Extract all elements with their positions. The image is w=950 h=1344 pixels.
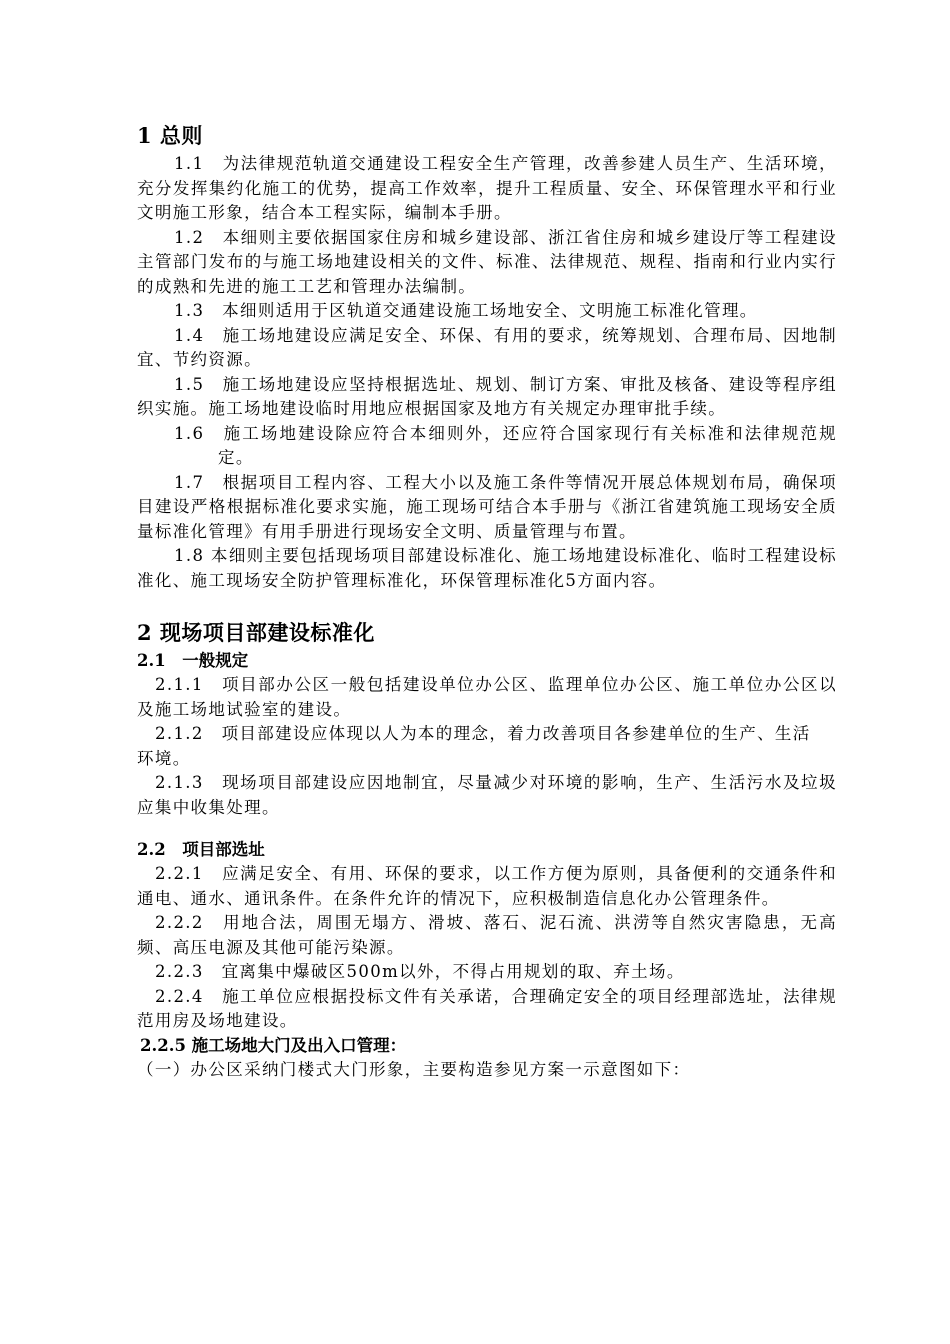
paragraph-1-5: 1.5 施工场地建设应坚持根据选址、规划、制订方案、审批及核备、建设等程序组织实施。施工场地建设临时用地应根据国家及地方有关规定办理审批手续。 <box>137 374 837 418</box>
paragraph-1-2: 1.2 本细则主要依据国家住房和城乡建设部、浙江省住房和城乡建设厅等工程建设主管部门发布的与施工场地建设相关的文件、标准、法律规范、规程、指南和行业内实行的成熟和先进的施工工艺和管理办法编制。 <box>137 227 837 296</box>
paragraph-2-1-2-continued: 环境。 <box>137 748 191 768</box>
paragraph-1-4: 1.4 施工场地建设应满足安全、环保、有用的要求，统筹规划、合理布局、因地制宜、节约资源。 <box>137 325 837 369</box>
paragraph-1-1: 1.1 为法律规范轨道交通建设工程安全生产管理，改善参建人员生产、生活环境，充分发挥集约化施工的优势，提高工作效率，提升工程质量、安全、环保管理水平和行业文明施工形象，结合本工程实际，编制本手册。 <box>137 154 837 222</box>
paragraph-1-3: 1.3 本细则适用于区轨道交通建设施工场地安全、文明施工标准化管理。 <box>174 301 758 320</box>
heading-2-1: 2.1 一般规定 <box>137 651 249 670</box>
paragraph-2-1-2: 2.1.2 项目部建设应体现以人为本的理念，着力改善项目各参建单位的生产、生活 <box>155 724 811 743</box>
paragraph-1-7: 1.7 根据项目工程内容、工程大小以及施工条件等情况开展总体规划布局，确保项目建设严格根据标准化要求实施，施工现场可结合本手册与《浙江省建筑施工现场安全质量标准化管理》有用手册进行现场安全文明、质量管理与布置。 <box>137 472 837 541</box>
section-2-title: 2 现场项目部建设标准化 <box>137 620 375 645</box>
paragraph-1-6: 1.6 施工场地建设除应符合本细则外，还应符合国家现行有关标准和法律规范规定。 <box>174 423 837 467</box>
section-1-title: 1 总则 <box>137 123 203 148</box>
paragraph-2-2-2: 2.2.2 用地合法，周围无塌方、滑坡、落石、泥石流、洪涝等自然灾害隐患，无高频、高压电源及其他可能污染源。 <box>137 913 837 957</box>
paragraph-2-2-1: 2.2.1 应满足安全、有用、环保的要求，以工作方便为原则，具备便利的交通条件和通电、通水、通讯条件。在条件允许的情况下，应积极制造信息化办公管理条件。 <box>137 864 837 908</box>
heading-2-2: 2.2 项目部选址 <box>137 840 265 859</box>
document-page <box>137 120 837 1082</box>
paragraph-2-1-3: 2.1.3 现场项目部建设应因地制宜，尽量减少对环境的影响，生产、生活污水及垃圾应集中收集处理。 <box>137 773 837 817</box>
paragraph-1-8: 1.8 本细则主要包括现场项目部建设标准化、施工场地建设标准化、临时工程建设标准化、施工现场安全防护管理标准化，环保管理标准化5方面内容。 <box>137 546 837 590</box>
paragraph-2-2-3: 2.2.3 宜离集中爆破区500m以外，不得占用规划的取、弃土场。 <box>155 962 685 981</box>
paragraph-2-2-4: 2.2.4 施工单位应根据投标文件有关承诺，合理确定安全的项目经理部选址，法律规范用房及场地建设。 <box>137 986 837 1030</box>
paragraph-2-1-1: 2.1.1 项目部办公区一般包括建设单位办公区、监理单位办公区、施工单位办公区以及施工场地试验室的建设。 <box>137 675 837 719</box>
paragraph-2-2-5-1: （一）办公区采纳门楼式大门形象，主要构造参见方案一示意图如下： <box>137 1059 691 1079</box>
heading-2-2-5: 2.2.5 施工场地大门及出入口管理： <box>140 1035 407 1055</box>
